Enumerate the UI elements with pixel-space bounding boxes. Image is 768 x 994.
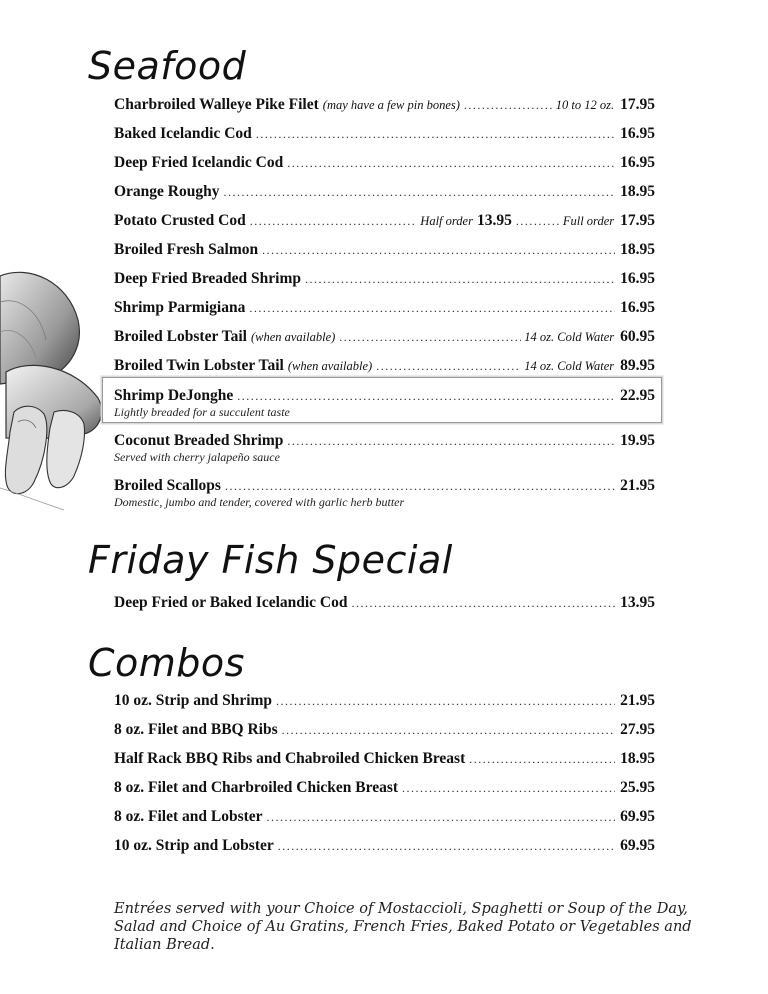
dot-leader <box>262 240 615 260</box>
menu-item <box>114 836 655 865</box>
dot-leader <box>402 778 615 798</box>
item-price: 17.95 <box>620 212 655 229</box>
item-name: Broiled Lobster Tail <box>114 328 247 345</box>
dot-leader <box>249 298 615 318</box>
item-price: 18.95 <box>620 183 655 200</box>
item-name: 8 oz. Filet and BBQ Ribs <box>114 721 278 738</box>
dot-leader <box>516 211 560 231</box>
item-price: 16.95 <box>620 270 655 287</box>
item-price: 27.95 <box>620 721 655 738</box>
dot-leader <box>464 95 553 115</box>
item-name: 10 oz. Strip and Lobster <box>114 837 274 854</box>
dot-leader <box>376 356 521 376</box>
item-price: 25.95 <box>620 779 655 796</box>
combos-list <box>114 691 655 865</box>
item-name: Deep Fried or Baked Icelandic Cod <box>114 594 348 611</box>
menu-item <box>114 691 655 720</box>
menu-item <box>114 124 655 153</box>
item-name: 10 oz. Strip and Shrimp <box>114 692 273 709</box>
item-price: 21.95 <box>620 692 655 709</box>
menu-item <box>114 749 655 778</box>
item-name: Broiled Scallops <box>114 477 221 494</box>
featured-item-frame <box>102 377 662 423</box>
item-name: Baked Icelandic Cod <box>114 125 252 142</box>
dot-leader <box>256 124 615 144</box>
item-size: 14 oz. Cold Water <box>524 330 615 344</box>
item-price: 21.95 <box>620 477 655 494</box>
item-price: 13.95 <box>620 594 655 611</box>
item-size: 14 oz. Cold Water <box>524 359 615 373</box>
dot-leader <box>224 182 616 202</box>
menu-item <box>114 807 655 836</box>
section-title-friday-special: Friday Fish Special <box>88 538 453 582</box>
item-price: 89.95 <box>620 357 655 374</box>
item-half-price: 13.95 <box>476 212 512 229</box>
item-name: Broiled Twin Lobster Tail <box>114 357 284 374</box>
item-name: Orange Roughy <box>114 183 220 200</box>
item-name: Potato Crusted Cod <box>114 212 246 229</box>
friday-special-list <box>114 593 655 622</box>
dot-leader <box>250 211 418 231</box>
menu-item <box>114 95 655 124</box>
dot-leader <box>287 153 615 173</box>
item-size: 10 to 12 oz. <box>555 98 615 112</box>
menu-item <box>114 153 655 182</box>
item-name: Half Rack BBQ Ribs and Chabroiled Chicken Breast <box>114 750 466 767</box>
item-half-label: Half order <box>420 214 473 228</box>
dot-leader <box>278 836 615 856</box>
menu-item <box>114 211 655 240</box>
item-note: (may have a few pin bones) <box>322 98 460 112</box>
item-name: Shrimp Parmigiana <box>114 299 246 316</box>
menu-item <box>114 240 655 269</box>
seafood-list <box>114 95 655 521</box>
item-note: (when available) <box>287 359 373 373</box>
dot-leader <box>305 269 615 289</box>
dot-leader <box>225 476 615 496</box>
item-name: Deep Fried Breaded Shrimp <box>114 270 301 287</box>
item-name: 8 oz. Filet and Lobster <box>114 808 263 825</box>
item-name: Deep Fried Icelandic Cod <box>114 154 284 171</box>
item-price: 60.95 <box>620 328 655 345</box>
item-name: Shrimp DeJonghe <box>114 387 234 404</box>
dot-leader <box>267 807 616 827</box>
item-price: 22.95 <box>620 387 655 404</box>
item-price: 69.95 <box>620 837 655 854</box>
section-title-seafood: Seafood <box>88 44 247 88</box>
item-description: Lightly breaded for a succulent taste <box>114 405 290 419</box>
menu-item <box>114 327 655 356</box>
menu-item <box>114 182 655 211</box>
item-name: Coconut Breaded Shrimp <box>114 432 284 449</box>
item-note: (when available) <box>250 330 336 344</box>
dot-leader <box>339 327 521 347</box>
dot-leader <box>352 593 616 613</box>
mushroom-illustration <box>0 262 110 522</box>
menu-item <box>114 298 655 327</box>
menu-item <box>114 778 655 807</box>
menu-item <box>114 476 655 521</box>
item-price: 17.95 <box>620 96 655 113</box>
item-name: 8 oz. Filet and Charbroiled Chicken Breast <box>114 779 399 796</box>
dot-leader <box>276 691 615 711</box>
item-price: 69.95 <box>620 808 655 825</box>
item-price: 19.95 <box>620 432 655 449</box>
item-price: 16.95 <box>620 125 655 142</box>
item-price: 16.95 <box>620 154 655 171</box>
item-name: Charbroiled Walleye Pike Filet <box>114 96 319 113</box>
entree-sides-note: Entrées served with your Choice of Mostaccioli, Spaghetti or Soup of the Day, Salad and Choice of Au Gratins, French Fries, Baked Potato or Vegetables and Italian Bread. <box>114 901 692 953</box>
item-price: 18.95 <box>620 750 655 767</box>
item-price: 18.95 <box>620 241 655 258</box>
item-price: 16.95 <box>620 299 655 316</box>
menu-item <box>114 269 655 298</box>
menu-item <box>114 720 655 749</box>
dot-leader <box>282 720 615 740</box>
item-name: Broiled Fresh Salmon <box>114 241 259 258</box>
dot-leader <box>469 749 615 769</box>
menu-item <box>114 593 655 622</box>
item-description: Served with cherry jalapeño sauce <box>114 450 280 464</box>
section-title-combos: Combos <box>88 641 245 685</box>
item-description: Domestic, jumbo and tender, covered with garlic herb butter <box>114 495 405 509</box>
item-full-label: Full order <box>562 214 615 228</box>
menu-item <box>114 431 655 476</box>
dot-leader <box>287 431 615 451</box>
